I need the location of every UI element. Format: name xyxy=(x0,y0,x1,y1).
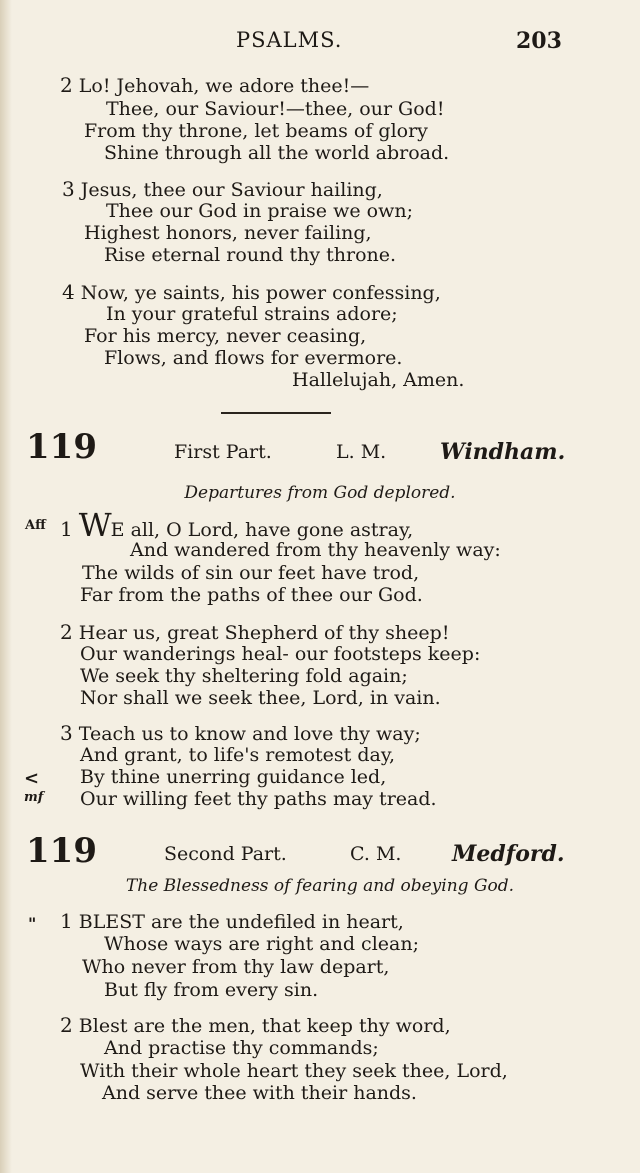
hymn-meter: C. M. xyxy=(350,843,402,865)
verse-line: In your grateful strains adore; xyxy=(106,303,398,325)
verse-line: 2 Hear us, great Shepherd of thy sheep! xyxy=(60,620,450,644)
verse-line: Our wanderings heal- our footsteps keep: xyxy=(80,643,481,665)
verse-line: 2 Lo! Jehovah, we adore thee!— xyxy=(60,73,370,97)
verse-line: 2 Blest are the men, that keep thy word, xyxy=(60,1013,451,1037)
hymn-number: 119 xyxy=(26,427,97,467)
verse-line: Thee our God in praise we own; xyxy=(106,200,413,222)
verse-line: But fly from every sin. xyxy=(104,979,319,1001)
hymn-subtitle: The Blessedness of fearing and obeying God. xyxy=(125,876,515,896)
verse-line: Nor shall we seek thee, Lord, in vain. xyxy=(80,687,441,709)
hymn-meter: L. M. xyxy=(336,441,387,463)
page-edge-shadow xyxy=(0,0,12,1173)
verse-line: 1 WE all, O Lord, have gone astray, xyxy=(60,506,414,544)
verse-line: From thy throne, let beams of glory xyxy=(84,120,428,142)
verse-line: Flows, and flows for evermore. xyxy=(104,347,403,369)
verse-line: Our willing feet thy paths may tread. xyxy=(80,788,437,810)
verse-line: 1 BLEST are the undefiled in heart, xyxy=(60,909,404,933)
hymn-part: First Part. xyxy=(174,441,272,463)
verse-line: Highest honors, never failing, xyxy=(84,222,372,244)
hymn-subtitle: Departures from God deplored. xyxy=(184,483,456,503)
verse-line: Shine through all the world abroad. xyxy=(104,142,450,164)
dynamic-mark: mf xyxy=(24,790,44,805)
crescendo-mark: < xyxy=(24,768,40,789)
verse-line: By thine unerring guidance led, xyxy=(80,766,387,788)
verse-line: We seek thy sheltering fold again; xyxy=(80,665,408,687)
running-title: PSALMS. xyxy=(236,28,343,52)
page-number: 203 xyxy=(516,28,562,54)
verse-line: For his mercy, never ceasing, xyxy=(84,325,367,347)
verse-line: And serve thee with their hands. xyxy=(102,1082,417,1104)
page-header xyxy=(0,28,640,58)
verse-line: Rise eternal round thy throne. xyxy=(104,244,397,266)
verse-line: Who never from thy law depart, xyxy=(82,956,390,978)
verse-line: Thee, our Saviour!—thee, our God! xyxy=(106,98,445,120)
section-divider xyxy=(221,412,331,414)
verse-line: And practise thy commands; xyxy=(104,1037,379,1059)
verse-line: Whose ways are right and clean; xyxy=(104,933,419,955)
verse-line: With their whole heart they seek thee, Lord, xyxy=(80,1060,508,1082)
dynamic-mark: " xyxy=(28,914,37,933)
verse-line: And grant, to life's remotest day, xyxy=(80,744,396,766)
verse-line: 3 Teach us to know and love thy way; xyxy=(60,721,421,745)
dynamic-mark: Aff xyxy=(25,518,46,533)
verse-line: Far from the paths of thee our God. xyxy=(80,584,423,606)
verse-line: 3 Jesus, thee our Saviour hailing, xyxy=(62,177,383,201)
hymn-tune: Medford. xyxy=(452,841,565,867)
verse-line-doxology: Hallelujah, Amen. xyxy=(292,369,465,391)
verse-line: 4 Now, ye saints, his power confessing, xyxy=(62,280,441,304)
hymn-tune: Windham. xyxy=(440,439,566,465)
hymn-number: 119 xyxy=(26,831,97,871)
hymn-part: Second Part. xyxy=(164,843,287,865)
verse-line: The wilds of sin our feet have trod, xyxy=(82,562,420,584)
verse-line: And wandered from thy heavenly way: xyxy=(130,539,501,561)
